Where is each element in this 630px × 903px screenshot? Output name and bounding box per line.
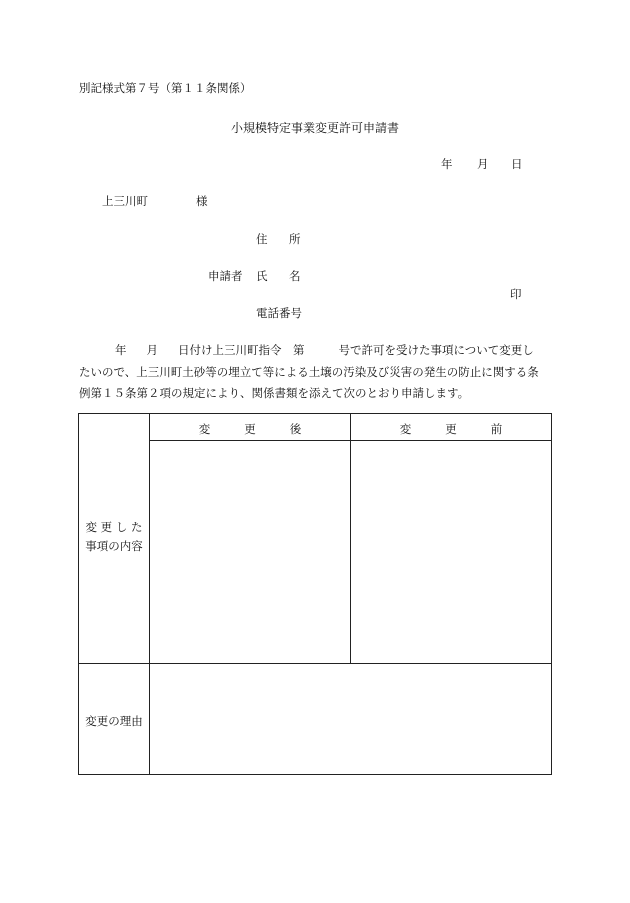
header-before-change: 変更前 — [399, 422, 537, 436]
date-year-label: 年 — [441, 157, 453, 171]
document-title: 小規模特定事業変更許可申請書 — [230, 121, 399, 135]
date-day-label: 日 — [511, 157, 523, 171]
address-label-part1: 住 — [256, 232, 268, 246]
address-label-part2: 所 — [289, 232, 301, 246]
before-change-field[interactable] — [351, 441, 551, 663]
body-line-3: 例第１５条第２項の規定により、関係書類を添えて次のとおり申請します。 — [79, 386, 470, 400]
form-number-label: 別記様式第７号（第１１条関係） — [79, 81, 252, 95]
change-reason-label: 変更の理由 — [85, 714, 143, 728]
seal-mark: 印 — [510, 287, 522, 301]
change-reason-field[interactable] — [150, 664, 551, 774]
body-month: 月 — [146, 343, 158, 357]
application-body-text — [79, 340, 554, 405]
addressee-honorific: 様 — [196, 194, 208, 208]
body-line-1 — [79, 340, 554, 362]
header-after-change: 変更後 — [198, 422, 336, 436]
body-line-2: たいので、上三川町土砂等の埋立て等による土壌の汚染及び災害の発生の防止に関する条 — [79, 364, 539, 379]
phone-label: 電話番号 — [256, 306, 302, 320]
body-mid: 日付け上三川町指令 第 — [178, 343, 305, 357]
changed-item-label-line1: 変 更 し た — [85, 520, 143, 534]
body-year: 年 — [115, 343, 127, 357]
date-month-label: 月 — [477, 157, 489, 171]
body-tail: 号で許可を受けた事項について変更し — [338, 343, 534, 357]
name-label-part1: 氏 — [256, 269, 268, 283]
after-change-field[interactable] — [150, 441, 350, 663]
change-details-table — [78, 413, 552, 775]
name-label-part2: 名 — [289, 269, 301, 283]
addressee-town: 上三川町 — [102, 194, 148, 208]
changed-item-label-line2: 事項の内容 — [85, 539, 143, 553]
applicant-label: 申請者 — [208, 269, 243, 283]
changed-item-content-label — [79, 518, 149, 556]
